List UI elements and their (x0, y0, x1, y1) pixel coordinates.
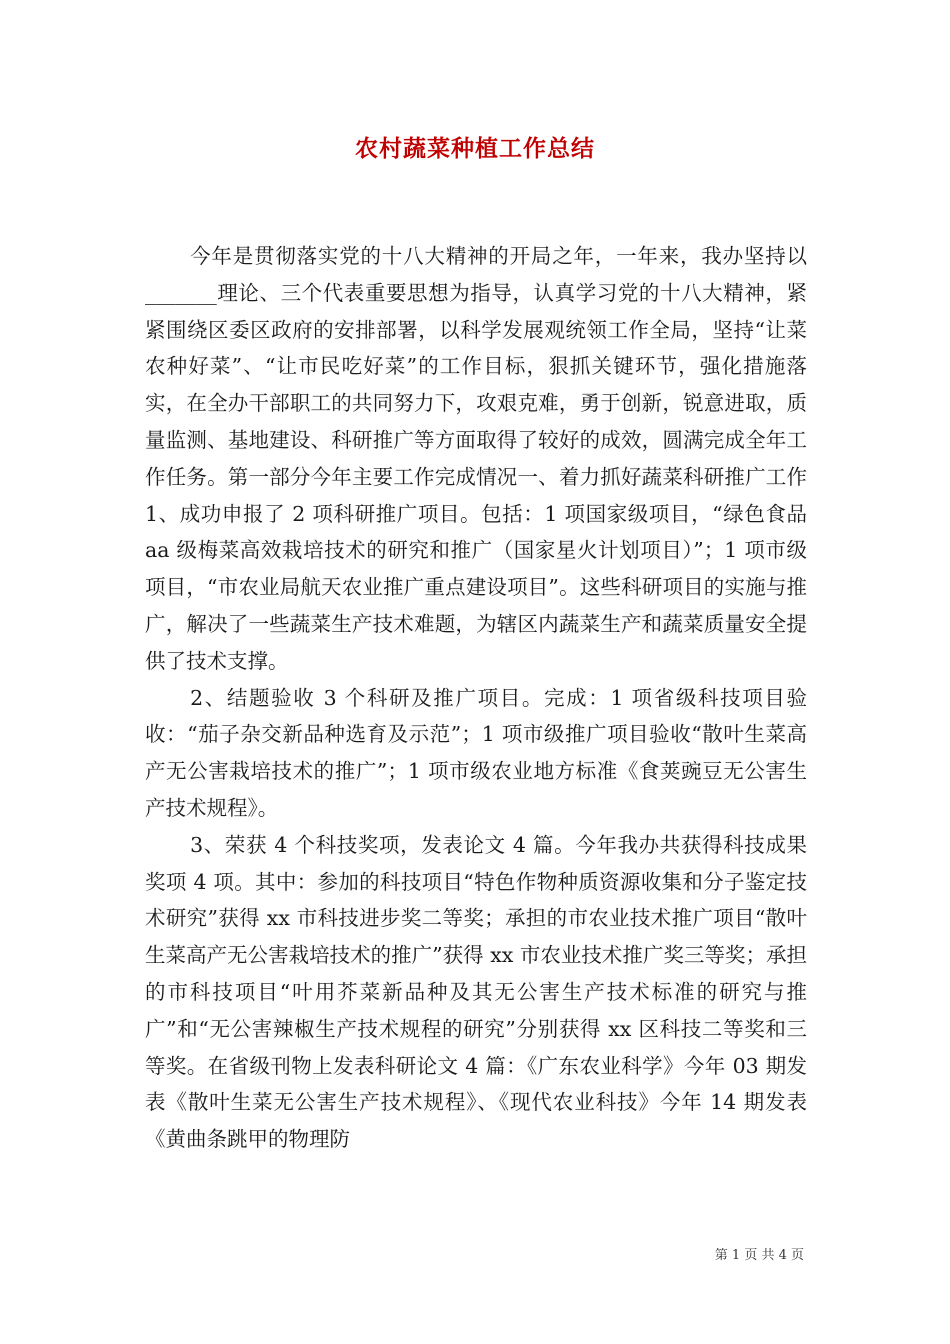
document-title: 农村蔬菜种植工作总结 (355, 135, 595, 162)
paragraph-intro: 今年是贯彻落实党的十八大精神的开局之年，一年来，我办坚持以_______理论、三个代表重要思想为指导，认真学习党的十八大精神，紧紧围绕区委区政府的安排部署，以科学发展观统领工作全局，坚持“让菜农种好菜”、“让市民吃好菜”的工作目标，狠抓关键环节，强化措施落实，在全办干部职工的共同努力下，攻艰克难，勇于创新，锐意进取，质量监测、基地建设、科研推广等方面取得了较好的成效，圆满完成全年工作任务。第一部分今年主要工作完成情况一、着力抓好蔬菜科研推广工作 1、成功申报了 2 项科研推广项目。包括：1 项国家级项目，“绿色食品 aa 级梅菜高效栽培技术的研究和推广（国家星火计划项目）”；1 项市级项目，“市农业局航天农业推广重点建设项目”。这些科研项目的实施与推广，解决了一些蔬菜生产技术难题，为辖区内蔬菜生产和蔬菜质量安全提供了技术支撑。 (145, 244, 807, 673)
paragraph-acceptance: 2、结题验收 3 个科研及推广项目。完成：1 项省级科技项目验收：“茄子杂交新品种选育及示范”；1 项市级推广项目验收“散叶生菜高产无公害栽培技术的推广”；1 项市级农业地方标准《食荚豌豆无公害生产技术规程》。 (145, 685, 807, 820)
paragraph-awards: 3、荣获 4 个科技奖项，发表论文 4 篇。今年我办共获得科技成果奖项 4 项。其中：参加的科技项目“特色作物种质资源收集和分子鉴定技术研究”获得 xx 市科技进步奖二等奖；承担的市农业技术推广项目“散叶生菜高产无公害栽培技术的推广”获得 xx 市农业技术推广奖三等奖；承担的市科技项目“叶用芥菜新品种及其无公害生产技术标准的研究与推广”和“无公害辣椒生产技术规程的研究”分别获得 xx 区科技二等奖和三等奖。在省级刊物上发表科研论文 4 篇：《广东农业科学》今年 03 期发表《散叶生菜无公害生产技术规程》、《现代农业科技》今年 14 期发表《黄曲条跳甲的物理防 (145, 832, 807, 1152)
page-number: 第 1 页 共 4 页 (714, 1248, 804, 1263)
document-body (145, 238, 807, 1158)
